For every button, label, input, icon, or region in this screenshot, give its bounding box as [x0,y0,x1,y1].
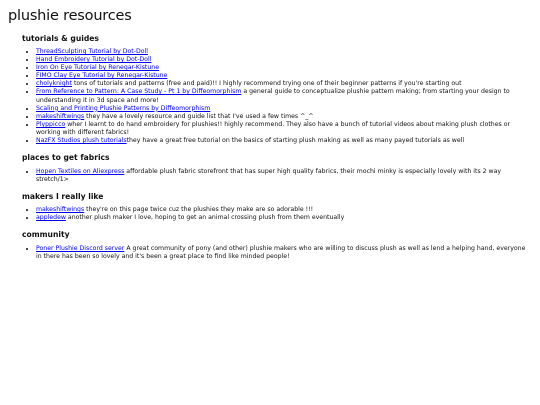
item-description: they're on this page twice cuz the plushies they make are so adorable !!! [84,206,314,214]
section-heading-tutorials: tutorials & guides [22,34,99,43]
section-makers [22,192,530,222]
section-community [22,230,530,261]
section-heading-places: places to get fabrics [22,153,110,163]
item-description: A great community of pony (and other) plushie makers who are willing to discuss plush as well as lend a helping hand, everyone in there has been so lovely and it's been a great place to find like minded people! [36,244,526,260]
link-appledew[interactable]: appledew [36,214,66,222]
link-threadsculpting-tutorial[interactable]: ThreadSculpting Tutorial by Dot-Doll [36,48,148,55]
section-heading-makers: makers I really like [22,192,104,202]
link-iron-on-eye-tutorial[interactable]: Iron On Eye Tutorial by Renegar-Kistune [36,64,160,72]
item-description: another plush maker I love, hoping to get an animal crossing plush from them eventually [65,214,345,222]
link-hopen-textiles[interactable]: Hopen Textiles on Aliexpress [36,168,125,176]
link-poner-plushie-discord[interactable]: Poner Plushie Discord server [36,244,125,252]
item-description: they have a great free tutorial on the basics of starting plush making as well as many payed tutorials as well [126,137,465,145]
list-item [36,113,530,121]
item-description: affordable plush fabric storefront that has super high quality fabrics, their mochi minky is especially lovely with its 2 way stretch/1> [36,168,502,184]
list-item [36,72,530,80]
item-description: they have a lovely resource and guide list that I've used a few times ^_^ [84,112,314,120]
list-item [36,206,530,214]
link-hand-embroidery-tutorial[interactable]: Hand Embroidery Tutorial by Dot-Doll [36,56,152,64]
section-places [22,153,530,184]
section-tutorials [22,34,530,145]
item-description: tons of tutorials and patterns (free and paid)!! I highly recommend trying one of their beginner patterns if you're starting out [72,80,462,88]
tutorials-list [22,48,530,145]
link-makeshiftwings[interactable]: makeshiftwings [36,112,85,120]
list-item [36,245,530,261]
makers-list [22,206,530,222]
list-item [36,168,530,184]
link-makeshiftwings-maker[interactable]: makeshiftwings [36,206,85,214]
link-fimo-clay-eye-tutorial[interactable]: FIMO Clay Eye Tutorial by Renegar-Kistune [36,72,168,80]
link-nazfx-studios[interactable]: NazFX Studios plush tutorials [36,137,127,145]
list-item [36,64,530,72]
list-item [36,105,530,113]
section-heading-community: community [22,229,70,239]
link-scaling-printing-patterns[interactable]: Scaling and Printing Plushie Patterns by Diffeomorphism [36,104,211,112]
list-item [36,88,530,104]
community-list [22,245,530,261]
list-item [36,121,530,137]
list-item [36,214,530,222]
link-cholyknight[interactable]: cholyknight [36,80,72,88]
list-item [36,48,530,56]
item-description: wher I learnt to do hand embroidery for plushies!! highly recommend. They also have a bunch of tutorial videos about making plush clothes or working with different fabrics! [36,120,511,136]
list-item [36,80,530,88]
item-description: a general guide to conceptualize plushie pattern making; from starting your design to understanding it in 3d space and more! [36,88,510,104]
list-item [36,56,530,64]
list-item [36,137,530,145]
link-plyppicco[interactable]: Plyppicco [36,120,66,128]
places-list [22,168,530,184]
link-reference-to-pattern[interactable]: From Reference to Pattern: A Case Study - Pt 1 by Diffeomorphism [36,88,242,96]
page-title: plushie resources [8,8,132,24]
